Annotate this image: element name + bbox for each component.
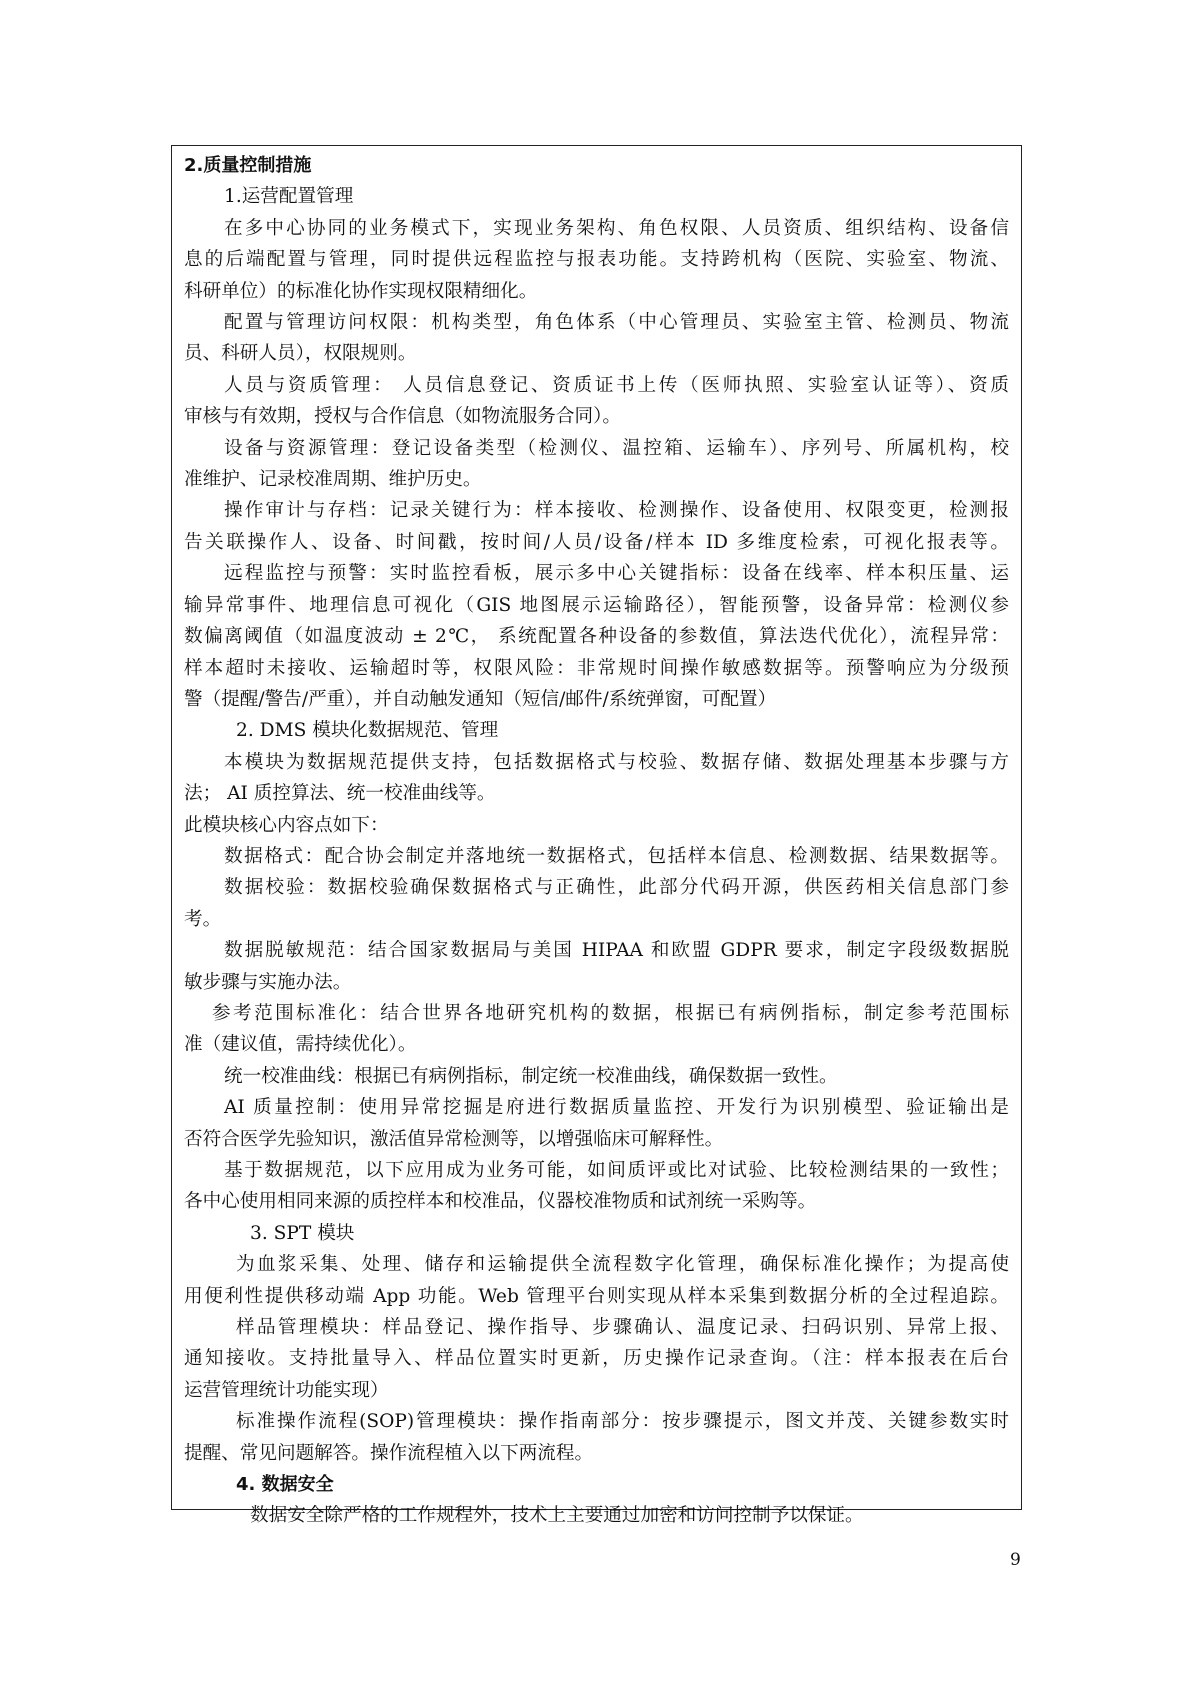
text-line: 4. 数据安全 [236,1474,334,1496]
text-line: 各中心使用相同来源的质控样本和校准品，仪器校准物质和试剂统一采购等。 [184,1191,817,1213]
text-line: 通知接收。支持批量导入、样品位置实时更新，历史操作记录查询。（注：样本报表在后台 [184,1348,1009,1370]
text-line: 操作审计与存档：记录关键行为：样本接收、检测操作、设备使用、权限变更，检测报 [224,500,1009,522]
text-line: 输异常事件、地理信息可视化（GIS 地图展示运输路径），智能预警，设备异常：检测仪参 [184,594,1009,616]
text-line: 否符合医学先验知识，激活值异常检测等，以增强临床可解释性。 [184,1128,724,1150]
text-line: 数偏离阈值（如温度波动 ± 2℃， 系统配置各种设备的参数值，算法迭代优化），流程异常： [184,626,1009,648]
text-line: 用便利性提供移动端 App 功能。Web 管理平台则实现从样本采集到数据分析的全过程追踪。 [184,1285,1009,1307]
text-line: 数据格式：配合协会制定并落地统一数据格式，包括样本信息、检测数据、结果数据等。 [224,845,1009,867]
text-line: 考。 [184,908,222,930]
text-line: 数据校验：数据校验确保数据格式与正确性，此部分代码开源，供医药相关信息部门参 [224,877,1009,899]
text-line: 法； AI 质控算法、统一校准曲线等。 [184,783,496,805]
text-line: 1.运营配置管理 [224,186,354,208]
text-line: 准（建议值，需持续优化）。 [184,1034,417,1056]
text-line: 警（提醒/警告/严重），并自动触发通知（短信/邮件/系统弹窗，可配置） [184,688,777,710]
text-line: 告关联操作人、设备、时间戳，按时间/人员/设备/样本 ID 多维度检索，可视化报表等。 [184,531,1009,553]
text-line: 基于数据规范，以下应用成为业务可能，如间质评或比对试验、比较检测结果的一致性； [224,1160,1009,1181]
text-line: AI 质量控制：使用异常挖掘是府进行数据质量监控、开发行为识别模型、验证输出是 [224,1097,1009,1119]
section-heading: 2.质量控制措施 [184,155,312,176]
text-line: 息的后端配置与管理，同时提供远程监控与报表功能。支持跨机构（医院、实验室、物流、 [184,249,1009,271]
body-text [184,181,1009,1531]
text-line: 运营管理统计功能实现） [184,1379,389,1401]
text-line: 科研单位）的标准化协作实现权限精细化。 [184,280,538,302]
content-box [171,145,1022,1527]
text-line: 设备与资源管理：登记设备类型（检测仪、温控箱、运输车）、序列号、所属机构，校 [224,437,1009,459]
text-line: 样本超时未接收、运输超时等，权限风险：非常规时间操作敏感数据等。预警响应为分级预 [184,657,1009,679]
text-line: 2. DMS 模块化数据规范、管理 [236,720,499,742]
text-line: 数据安全除严格的工作规程外，技术上主要通过加密和访问控制予以保证。 [250,1505,864,1527]
text-line: 参考范围标准化：结合世界各地研究机构的数据，根据已有病例指标，制定参考范围标 [212,1002,1009,1024]
text-line: 样品管理模块：样品登记、操作指导、步骤确认、温度记录、扫码识别、异常上报、 [236,1317,1009,1339]
text-line: 在多中心协同的业务模式下，实现业务架构、角色权限、人员资质、组织结构、设备信 [224,217,1009,239]
text-line: 为血浆采集、处理、储存和运输提供全流程数字化管理，确保标准化操作；为提高使 [236,1254,1009,1276]
text-line: 人员与资质管理： 人员信息登记、资质证书上传（医师执照、实验室认证等）、资质 [224,374,1009,396]
text-line: 配置与管理访问权限：机构类型，角色体系（中心管理员、实验室主管、检测员、物流 [224,312,1009,334]
text-line: 3. SPT 模块 [250,1222,355,1244]
text-line: 员、科研人员），权限规则。 [184,343,417,365]
text-line: 此模块核心内容点如下： [184,814,389,836]
text-line: 敏步骤与实施办法。 [184,971,352,993]
text-line: 审核与有效期，授权与合作信息（如物流服务合同）。 [184,406,621,428]
text-line: 准维护、记录校准周期、维护历史。 [184,469,482,491]
text-line: 数据脱敏规范：结合国家数据局与美国 HIPAA 和欧盟 GDPR 要求，制定字段级数据脱 [224,940,1009,962]
text-line: 标准操作流程(SOP)管理模块：操作指南部分：按步骤提示，图文并茂、关键参数实时 [236,1411,1009,1433]
text-line: 远程监控与预警：实时监控看板，展示多中心关键指标：设备在线率、样本积压量、运 [224,563,1009,585]
text-line: 统一校准曲线：根据已有病例指标，制定统一校准曲线，确保数据一致性。 [224,1065,838,1087]
text-line: 本模块为数据规范提供支持，包括数据格式与校验、数据存储、数据处理基本步骤与方 [224,751,1009,773]
page-number: 9 [1010,1550,1021,1570]
text-line: 提醒、常见问题解答。操作流程植入以下两流程。 [184,1442,594,1464]
